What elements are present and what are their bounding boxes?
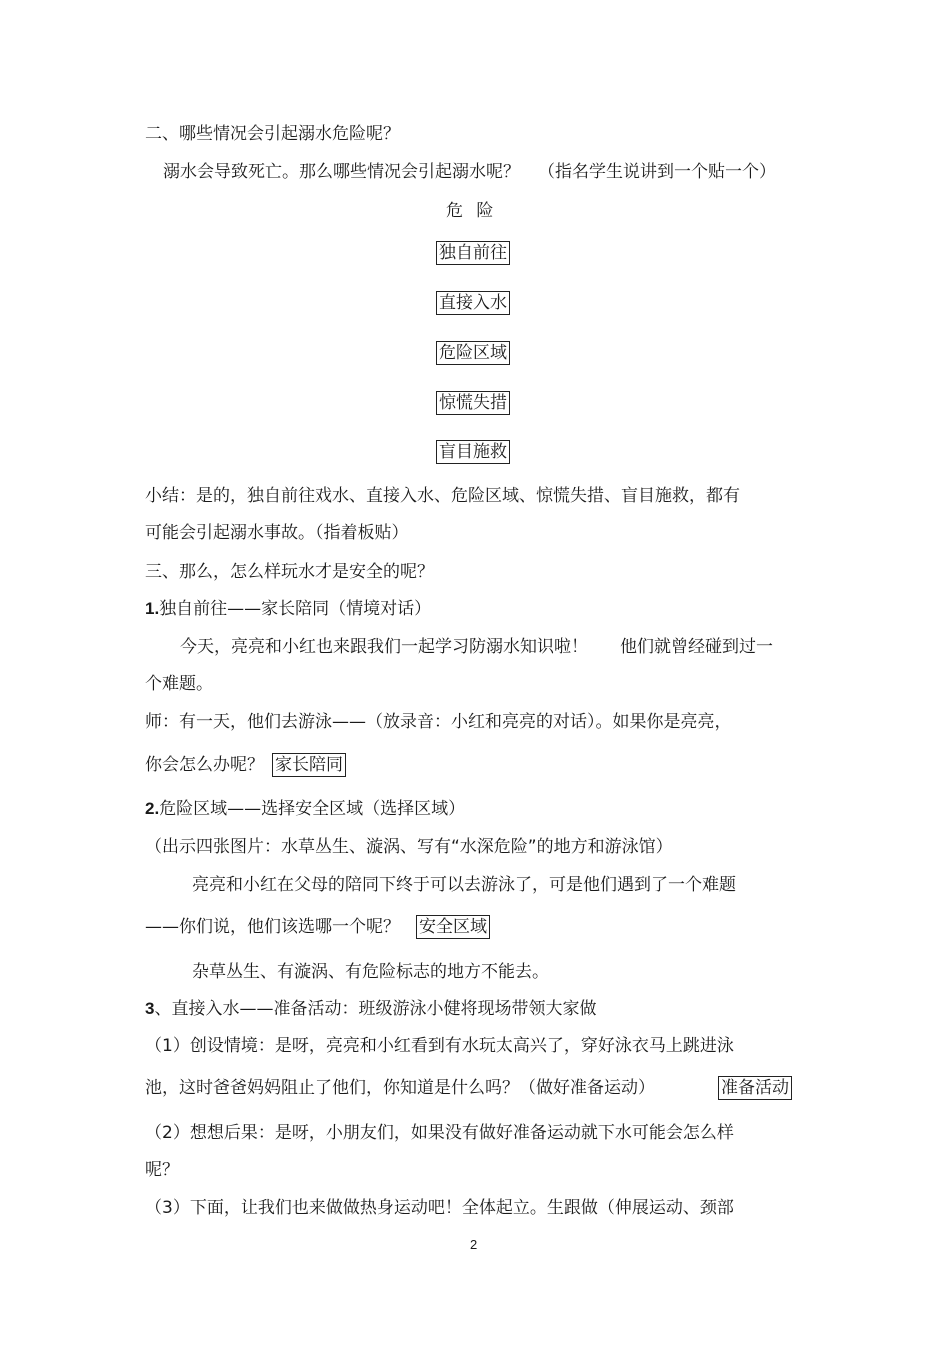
section-2-heading: 二、哪些情况会引起溺水危险呢？ bbox=[145, 124, 400, 144]
item-2-number: 2. bbox=[145, 799, 160, 818]
item-3-number: 3 bbox=[145, 999, 155, 1018]
danger-card-label: 独自前往 bbox=[436, 241, 510, 265]
item-1-paragraph-1-cont: 个难题。 bbox=[145, 674, 213, 694]
item-2-paragraph-3 bbox=[145, 915, 490, 939]
danger-card-4 bbox=[436, 391, 510, 415]
item-1-paragraph-2: 师：有一天，他们去游泳——（放录音：小红和亮亮的对话）。如果你是亮亮， bbox=[145, 712, 732, 732]
summary-line-1: 小结：是的，独自前往戏水、直接入水、危险区域、惊慌失措、盲目施救，都有 bbox=[145, 486, 740, 506]
safe-area-card: 安全区域 bbox=[416, 915, 490, 939]
section-2-intro-text: 溺水会导致死亡。那么哪些情况会引起溺水呢？ bbox=[163, 162, 520, 182]
item-3-paragraph-4: （3）下面，让我们也来做做热身运动吧！全体起立。生跟做（伸展运动、颈部 bbox=[145, 1198, 734, 1218]
danger-card-1 bbox=[436, 241, 510, 265]
item-1-paragraph-1 bbox=[180, 636, 773, 658]
item-1-title: 独自前往——家长陪同（情境对话） bbox=[159, 599, 432, 619]
danger-card-2 bbox=[436, 291, 510, 315]
danger-card-label: 盲目施救 bbox=[436, 440, 510, 464]
item-3-paragraph-3: （2）想想后果：是呀，小朋友们，如果没有做好准备运动就下水可能会怎么样 bbox=[145, 1123, 734, 1143]
item-3-paragraph-2: 池，这时爸爸妈妈阻止了他们，你知道是什么吗？（做好准备运动） bbox=[145, 1078, 655, 1098]
warm-up-card bbox=[718, 1076, 792, 1100]
page-number: 2 bbox=[470, 1237, 478, 1252]
danger-card-label: 危险区域 bbox=[436, 341, 510, 365]
item-2-question: ——你们说，他们该选哪一个呢？ bbox=[145, 917, 400, 937]
item-1-paragraph-3 bbox=[145, 753, 346, 777]
item-1-p1-end: 他们就曾经碰到过一 bbox=[620, 637, 773, 657]
item-1-heading bbox=[145, 598, 431, 620]
item-2-heading bbox=[145, 798, 465, 820]
danger-card-label: 直接入水 bbox=[436, 291, 510, 315]
warm-up-card-label: 准备活动 bbox=[718, 1076, 792, 1100]
item-1-question: 你会怎么办呢？ bbox=[145, 755, 264, 775]
section-2-intro bbox=[163, 161, 776, 183]
summary-line-2: 可能会引起溺水事故。（指着板贴） bbox=[145, 523, 409, 543]
item-3-paragraph-1: （1）创设情境：是呀，亮亮和小红看到有水玩太高兴了，穿好泳衣马上跳进泳 bbox=[145, 1036, 734, 1056]
item-2-paragraph-2: 亮亮和小红在父母的陪同下终于可以去游泳了，可是他们遇到了一个难题 bbox=[192, 875, 736, 895]
section-3-heading: 三、那么，怎么样玩水才是安全的呢？ bbox=[145, 562, 434, 582]
item-2-title: 危险区域——选择安全区域（选择区域） bbox=[159, 799, 466, 819]
danger-card-3 bbox=[436, 341, 510, 365]
item-1-p1-start: 今天，亮亮和小红也来跟我们一起学习防溺水知识啦！ bbox=[180, 637, 588, 657]
item-3-title: 、直接入水——准备活动：班级游泳小健将现场带领大家做 bbox=[154, 999, 597, 1019]
item-2-paragraph-4: 杂草丛生、有漩涡、有危险标志的地方不能去。 bbox=[192, 962, 549, 982]
danger-card-label: 惊慌失措 bbox=[436, 391, 510, 415]
item-3-paragraph-3-cont: 呢？ bbox=[145, 1160, 179, 1180]
danger-card-5 bbox=[436, 440, 510, 464]
item-1-number: 1. bbox=[145, 599, 160, 618]
item-3-heading bbox=[145, 998, 596, 1020]
danger-title: 危 险 bbox=[446, 201, 494, 221]
parent-accompany-card: 家长陪同 bbox=[272, 753, 346, 777]
section-2-intro-note: （指名学生说讲到一个贴一个） bbox=[538, 162, 776, 182]
item-2-paragraph-1: （出示四张图片：水草丛生、漩涡、写有“水深危险”的地方和游泳馆） bbox=[145, 837, 673, 857]
